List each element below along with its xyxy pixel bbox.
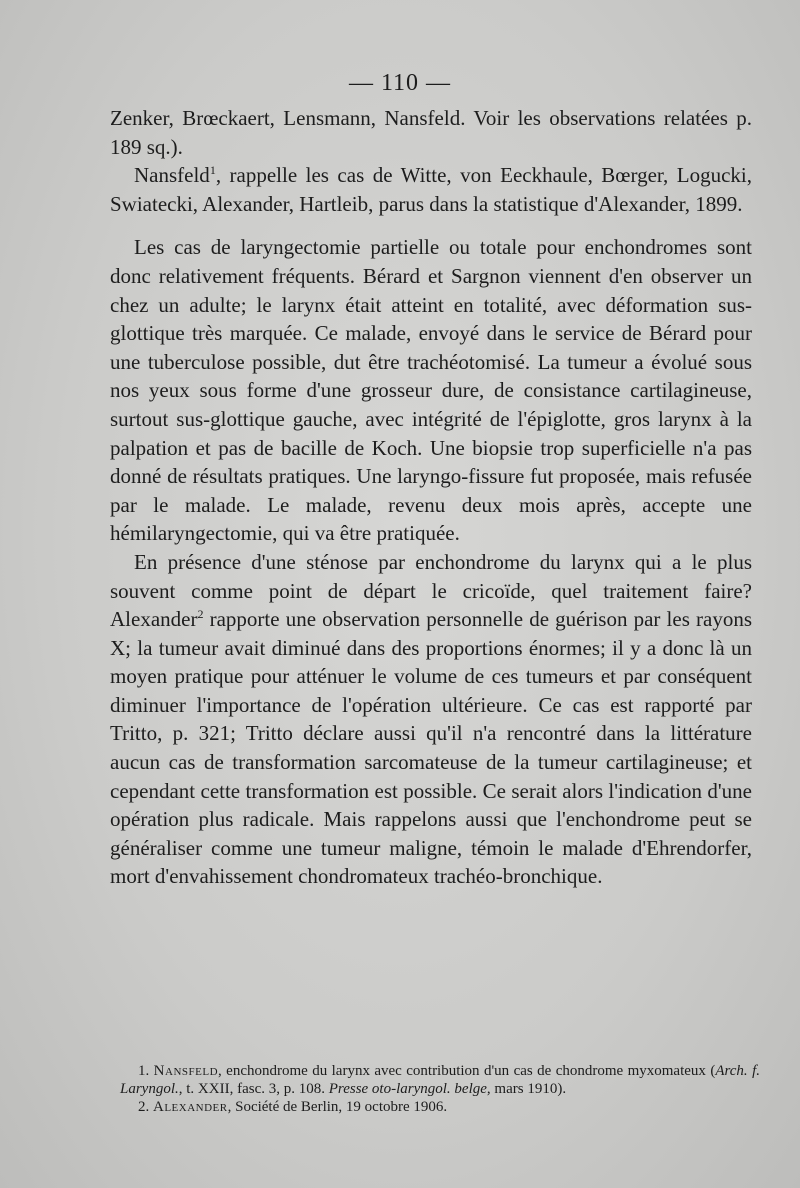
footnote-author: Nansfeld bbox=[153, 1063, 219, 1079]
paragraph-text: rapporte une observation personnelle de guérison par les rayons X; la tumeur avait diminué dans des proportions énormes; il y a donc là un moyen pratique pour atténuer le volume de ces tumeurs et par conséquent diminuer l'importance de l'opération ultérieure. Ce cas est rapporté par Tritto, p. 321; Tritto déclare aussi qu'il n'a rencontré dans la littérature aucun cas de transformation sarcomateuse de la tumeur cartilagineuse; et cependant cette transformation est possible. Ce serait alors l'indication d'une opération plus radicale. Mais rappelons aussi que l'enchondrome peut se généraliser comme une tumeur maligne, témoin le malade d'Ehrendorfer, mort d'envahissement chondromateux trachéo-bronchique. bbox=[110, 607, 752, 889]
paragraph-text: En présence d'une sténose par enchondrome du larynx qui a le plus souvent comme point de départ le cricoïde, quel traitement faire? Alexander bbox=[110, 549, 752, 632]
footnote-author: Alexander bbox=[153, 1099, 228, 1116]
paragraph-text: , rappelle les cas de Witte, von Eeckhaule, Bœrger, Logucki, Swiatecki, Alexander, Hartleib, parus dans la statistique d'Alexander, 1899. bbox=[110, 163, 752, 216]
paragraph-laryngectomie: Les cas de laryngectomie partielle ou totale pour enchondromes sont donc relativement fréquents. Bérard et Sargnon viennent d'en observer un chez un adulte; le larynx était atteint en totalité, avec déformation sus-glottique très marquée. Ce malade, envoyé dans le service de Bérard pour une tuberculose possible, dut être trachéotomisé. La tumeur a évolué sous nos yeux sous forme d'une grosseur dure, de consistance cartilagineuse, surtout sus-glottique gauche, avec intégrité de l'épiglotte, gros larynx à la palpation et pas de bacille de Koch. Une biopsie trop superficielle n'a pas donné de résultats pratiques. Une laryngo-fissure fut proposée, mais refusée par le malade. Le malade, revenu deux mois après, accepte une hémilaryngectomie, qui va être pratiquée. bbox=[110, 235, 752, 546]
page-number: — 110 — bbox=[348, 70, 452, 96]
footnote-1 bbox=[120, 1062, 760, 1098]
footnote-2 bbox=[120, 1098, 760, 1116]
footnote-text: , Société de Berlin, 19 octobre 1906. bbox=[227, 1099, 448, 1116]
footnote-text: , enchondrome du larynx avec contribution d'un cas de chondrome myxomateux ( bbox=[218, 1063, 716, 1079]
footnote-text: , t. XXII, fasc. 3, p. 108. bbox=[178, 1081, 329, 1098]
footnote-number: 1. bbox=[138, 1063, 150, 1079]
footnote-number: 2. bbox=[138, 1099, 150, 1116]
footnotes bbox=[120, 1062, 760, 1117]
footnote-ref-1: 1 bbox=[209, 163, 216, 178]
author-name: Nansfeld bbox=[134, 163, 210, 188]
paragraph-continuation: Zenker, Brœckaert, Lensmann, Nansfeld. Voir les observations relatées p. 189 sq.). bbox=[110, 106, 752, 159]
body-text bbox=[110, 104, 752, 891]
journal-title: Presse oto-laryngol. belge bbox=[328, 1081, 487, 1098]
footnote-text: , mars 1910). bbox=[486, 1081, 567, 1098]
footnote-ref-2: 2 bbox=[197, 607, 204, 622]
journal-title: Arch. f. Laryngol. bbox=[120, 1063, 761, 1098]
paragraph-traitement bbox=[110, 548, 752, 891]
paragraph-nansfeld bbox=[110, 161, 752, 218]
